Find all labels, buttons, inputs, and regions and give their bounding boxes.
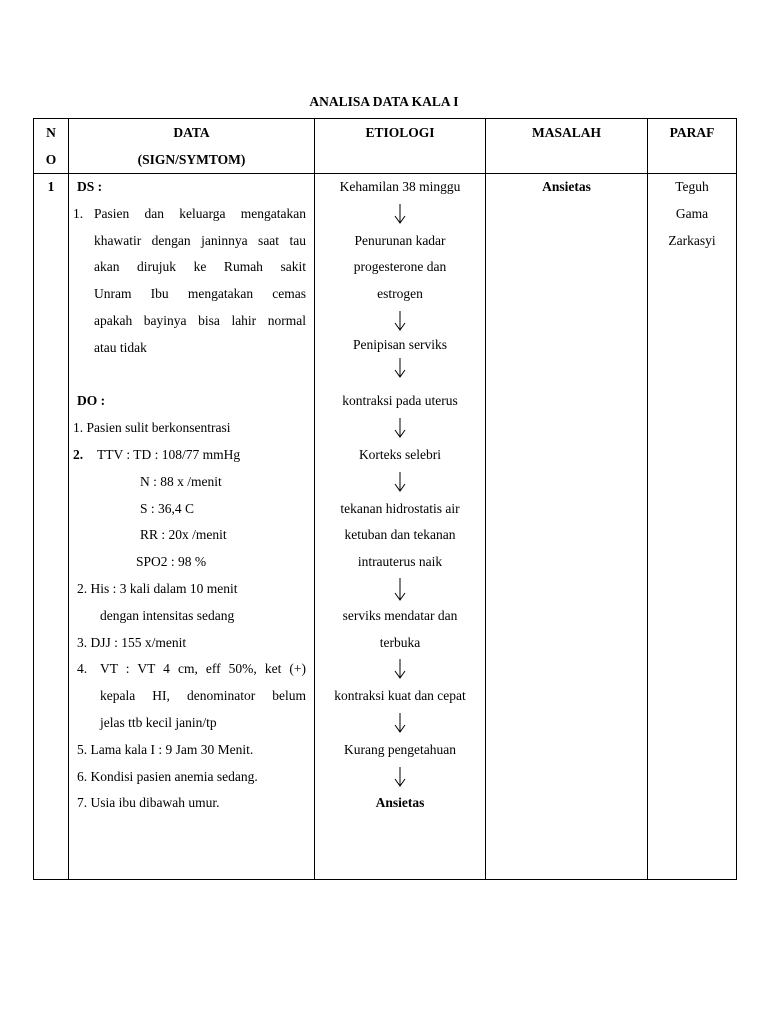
- ds-line: khawatir dengan janinnya saat tau: [94, 232, 306, 248]
- etiologi-cell: [315, 174, 486, 880]
- header-data: [69, 119, 315, 174]
- ds-item-1-number: 1.: [73, 205, 84, 221]
- analysis-table: [33, 118, 737, 880]
- header-data-line2: (SIGN/SYMTOM): [137, 152, 246, 167]
- etiologi-step: tekanan hidrostatis air: [340, 500, 460, 516]
- etiologi-step: estrogen: [377, 286, 423, 302]
- ds-label: DS :: [77, 179, 103, 194]
- header-no-line2: O: [45, 152, 57, 167]
- etiologi-result: Ansietas: [375, 795, 425, 811]
- do-item-4-line: kepala HI, denominator belum: [100, 688, 306, 704]
- row-number-value: 1: [47, 179, 55, 194]
- do-item-2-text: TTV : TD : 108/77 mmHg: [97, 446, 241, 462]
- paraf-line: Zarkasyi: [668, 232, 716, 248]
- header-paraf: [648, 119, 737, 174]
- masalah-value: Ansietas: [542, 179, 591, 194]
- do-his: 2. His : 3 kali dalam 10 menit: [77, 580, 238, 596]
- header-etiologi: [315, 119, 486, 174]
- down-arrow-icon: [315, 576, 485, 603]
- do-item-4-line: jelas ttb kecil janin/tp: [100, 714, 217, 730]
- do-item-4: [73, 656, 306, 736]
- etiologi-step: serviks mendatar dan: [342, 607, 458, 623]
- down-arrow-icon: [315, 764, 485, 791]
- paraf-line: Teguh: [675, 179, 709, 194]
- header-masalah: [486, 119, 648, 174]
- etiologi-step: Penurunan kadar: [354, 232, 446, 248]
- ds-item-1: [73, 201, 306, 362]
- vital-rr: RR : 20x /menit: [140, 527, 227, 543]
- down-arrow-icon: [315, 201, 485, 228]
- vital-spo2: SPO2 : 98 %: [136, 554, 207, 570]
- down-arrow-icon: [315, 415, 485, 442]
- etiologi-step: Korteks selebri: [358, 446, 442, 462]
- header-row: [34, 119, 737, 174]
- document-title: ANALISA DATA KALA I: [309, 94, 459, 109]
- do-item-4-number: 4.: [77, 661, 88, 677]
- do-label: DO :: [77, 393, 106, 409]
- down-arrow-icon: [315, 656, 485, 683]
- header-masalah-label: MASALAH: [531, 125, 601, 140]
- down-arrow-icon: [315, 308, 485, 335]
- etiologi-step: kontraksi pada uterus: [342, 393, 458, 409]
- data-row: [34, 174, 737, 880]
- do-item-4-text: [100, 656, 306, 736]
- etiologi-step: intrauterus naik: [357, 554, 443, 570]
- down-arrow-icon: [315, 469, 485, 496]
- etiologi-step: ketuban dan tekanan: [344, 527, 456, 543]
- down-arrow-icon: [315, 710, 485, 737]
- ds-line: Pasien dan keluarga mengatakan: [94, 205, 306, 221]
- paraf-line: Gama: [675, 205, 709, 221]
- header-no: [34, 119, 69, 174]
- do-item-4-line: VT : VT 4 cm, eff 50%, ket (+): [100, 661, 306, 677]
- data-cell: [69, 174, 315, 880]
- header-etiologi-label: ETIOLOGI: [365, 125, 435, 140]
- do-his-cont: dengan intensitas sedang: [100, 607, 235, 623]
- masalah-cell: [486, 174, 648, 880]
- etiologi-step: Kurang pengetahuan: [343, 741, 457, 757]
- vital-suhu: S : 36,4 C: [140, 500, 195, 516]
- down-arrow-icon: [315, 355, 485, 389]
- vital-nadi: N : 88 x /menit: [140, 473, 222, 489]
- do-item-5: 5. Lama kala I : 9 Jam 30 Menit.: [77, 741, 254, 757]
- ds-line: apakah bayinya bisa lahir normal: [94, 312, 306, 328]
- etiologi-step: Kehamilan 38 minggu: [339, 179, 461, 194]
- do-item-1: 1. Pasien sulit berkonsentrasi: [73, 420, 231, 436]
- row-number: [34, 174, 69, 880]
- paraf-cell: [648, 174, 737, 880]
- spacer: [73, 362, 306, 389]
- ds-line: atau tidak: [94, 339, 147, 355]
- etiologi-step: Penipisan serviks: [352, 336, 448, 352]
- do-item-7: 7. Usia ibu dibawah umur.: [77, 795, 220, 811]
- ds-line: akan dirujuk ke Rumah sakit: [94, 259, 306, 275]
- header-no-line1: N: [46, 125, 56, 140]
- ds-line: Unram Ibu mengatakan cemas: [94, 286, 306, 302]
- do-item-2-number: 2.: [73, 446, 84, 462]
- header-paraf-label: PARAF: [669, 125, 715, 140]
- do-item-6: 6. Kondisi pasien anemia sedang.: [77, 768, 258, 784]
- etiologi-step: kontraksi kuat dan cepat: [334, 688, 466, 704]
- do-item-3: 3. DJJ : 155 x/menit: [77, 634, 187, 650]
- do-item-2: [73, 442, 306, 469]
- etiologi-step: progesterone dan: [353, 259, 447, 275]
- header-data-line1: DATA: [173, 125, 210, 140]
- etiologi-step: terbuka: [379, 634, 421, 650]
- ds-item-1-text: [94, 201, 306, 362]
